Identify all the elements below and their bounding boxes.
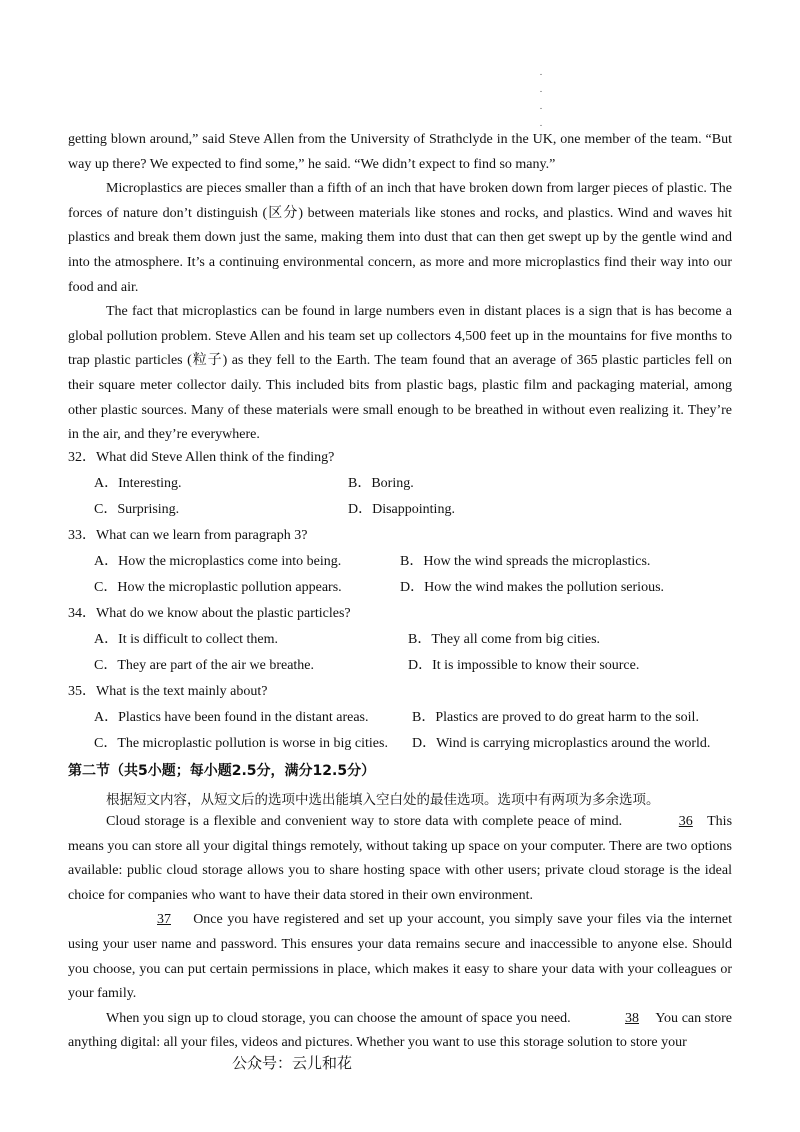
question-33-stem: 33．What can we learn from paragraph 3?	[68, 528, 308, 543]
cloze-paragraph-3	[68, 1007, 732, 1056]
passage-paragraph-1-tail: getting blown around,” said Steve Allen from the University of Strathclyde in the UK, one member of the team. “But way up there? We expected to find some,” he said. “We didn’t expect to find so many.”	[68, 132, 732, 172]
cloze-paragraph-1-end: This means you can store all your digital things remotely, without taking up space on your computer. There are two options available: public cloud storage allows you to share hosting space with other users; private cloud storage is the ideal choice for companies who want to have their data stored in their own environment.	[68, 814, 733, 903]
question-35-option-d[interactable]: D．Wind is carrying microplastics around the world.	[412, 736, 711, 751]
blank-38[interactable]: 38	[625, 1010, 639, 1026]
question-34-option-c[interactable]: C．They are part of the air we breathe.	[94, 658, 315, 673]
question-34-stem: 34．What do we know about the plastic particles?	[68, 606, 351, 621]
footer-watermark: 公众号：云儿和花	[232, 1054, 353, 1072]
question-32-stem: 32．What did Steve Allen think of the finding?	[68, 450, 335, 465]
cloze-paragraph-2	[68, 908, 732, 1006]
question-35-option-a[interactable]: A．Plastics have been found in the distant areas.	[94, 710, 369, 725]
question-32-option-c[interactable]: C．Surprising.	[94, 502, 180, 517]
cloze-paragraph-3-start: When you sign up to cloud storage, you can choose the amount of space you need.	[106, 1010, 571, 1026]
question-35-option-c[interactable]: C．The microplastic pollution is worse in big cities.	[94, 736, 388, 751]
question-34-option-b[interactable]: B．They all come from big cities.	[408, 632, 601, 647]
cloze-paragraph-1	[68, 810, 732, 908]
cloze-paragraph-2-text: Once you have registered and set up your account, you simply save your files via the internet using your user name and password. This ensures your data remains secure and inaccessible to anyone else. Should you choose, you can put certain permissions in place, which makes it easy to share your data with your colleagues or your family.	[68, 912, 733, 1002]
question-34-option-d[interactable]: D．It is impossible to know their source.	[408, 658, 640, 673]
blank-36[interactable]: 36	[678, 814, 693, 829]
question-32-option-b[interactable]: B．Boring.	[348, 476, 414, 491]
cloze-paragraph-1-start: Cloud storage is a flexible and convenient way to store data with complete peace of mind.	[106, 814, 623, 829]
passage-paragraph-2: Microplastics are pieces smaller than a fifth of an inch that have broken down from larger pieces of plastic. The forces of nature don’t distinguish (区分) between materials like stones and rocks, and plastics. Wind and waves hit plastics and break them down just the same, making them into dust that can then get swept up by the gentle wind and into the atmosphere. It’s a continuing environmental concern, as more and more microplastics find their way into our food and air.	[68, 181, 732, 295]
question-34-option-a[interactable]: A．It is difficult to collect them.	[94, 632, 279, 647]
passage	[68, 128, 732, 448]
question-32-option-a[interactable]: A．Interesting.	[94, 476, 182, 491]
question-35-stem: 35．What is the text mainly about?	[68, 684, 268, 699]
question-33-option-d[interactable]: D．How the wind makes the pollution serious.	[400, 580, 665, 595]
question-33-option-c[interactable]: C．How the microplastic pollution appears.	[94, 580, 342, 595]
section-2-instruction: 根据短文内容，从短文后的选项中选出能填入空白处的最佳选项。选项中有两项为多余选项。	[106, 792, 660, 808]
question-33-option-a[interactable]: A．How the microplastics come into being.	[94, 554, 342, 569]
section-2-heading: 第二节（共5小题；每小题2.5分，满分12.5分）	[68, 763, 376, 779]
question-32-option-d[interactable]: D．Disappointing.	[348, 502, 455, 517]
blank-37[interactable]: 37	[157, 912, 171, 928]
passage-paragraph-3: The fact that microplastics can be found in large numbers even in distant places is a sign that is has become a global pollution problem. Steve Allen and his team set up collectors 4,500 feet up in the mountains for five months to trap plastic particles (粒子) as they fell to the Earth. The team found that an average of 365 plastic particles fell on their square meter collector daily. This included bits from plastic bags, plastic film and packaging material, among other plastic sources. Many of these materials were small enough to be breathed in without even realizing it. They’re in the air, and they’re everywhere.	[68, 304, 732, 443]
cloze-paragraph-3-end: You can store anything digital: all your files, videos and pictures. Whether you want to use this storage solution to store your	[68, 1010, 732, 1051]
question-33-option-b[interactable]: B．How the wind spreads the microplastics.	[400, 554, 651, 569]
cloze-passage	[68, 810, 732, 1056]
decorative-dots: . . . .	[539, 67, 543, 128]
question-35-option-b[interactable]: B．Plastics are proved to do great harm to the soil.	[412, 710, 699, 725]
